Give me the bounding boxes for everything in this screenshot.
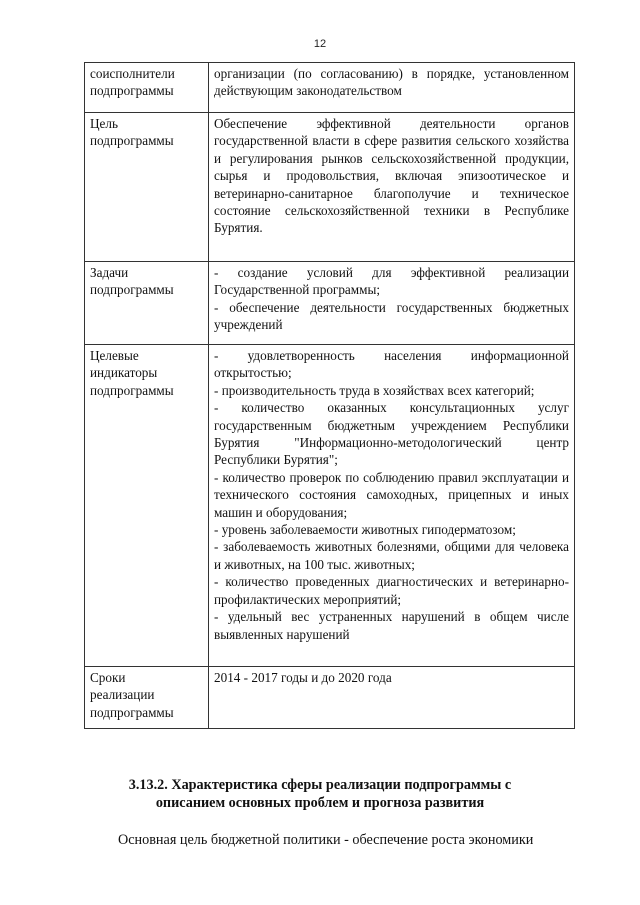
table-row (85, 113, 575, 262)
row-value-cell (209, 345, 575, 667)
row-value-text: - количество проведенных диагностических и ветеринарно-профилактических мероприятий; (214, 574, 569, 607)
row-label-line: подпрограммы (90, 382, 174, 398)
row-label-cell (85, 63, 209, 113)
row-label-line: реализации (90, 687, 155, 703)
table-row (85, 63, 575, 113)
row-value-text: - создание условий для эффективной реализации Государственной программы; (214, 265, 569, 298)
section-heading-line: описанием основных проблем и прогноза развития (155, 795, 485, 811)
row-label-line: Сроки (90, 670, 126, 685)
table-row (85, 345, 575, 667)
row-value-text: организации (по согласованию) в порядке, установленном действующим законодательством (214, 66, 569, 99)
row-label-line: подпрограммы (90, 133, 174, 149)
row-label-cell (85, 667, 209, 729)
body-paragraph: Основная цель бюджетной политики - обеспечение роста экономики (118, 832, 534, 848)
row-value-text: - обеспечение деятельности государственных бюджетных учреждений (214, 299, 569, 333)
row-label-line: соисполнители (90, 66, 175, 81)
section-heading-line: 3.13.2. Характеристика сферы реализации подпрограммы с (128, 777, 512, 793)
row-value-text: - удовлетворенность населения информационной открытостью; (214, 348, 569, 381)
row-label-line: подпрограммы (90, 282, 174, 298)
row-label-line: подпрограммы (90, 704, 174, 720)
row-label-line: Целевые (90, 348, 139, 363)
row-value-text: - заболеваемость животных болезнями, общими для человека и животных, на 100 тыс. животных; (214, 539, 569, 572)
row-label-line: Задачи (90, 265, 129, 280)
row-value-text: - производительность труда в хозяйствах всех категорий; (214, 382, 535, 398)
row-value-text: 2014 - 2017 годы и до 2020 года (214, 670, 392, 685)
row-label-cell (85, 113, 209, 262)
subprogram-passport-table (84, 62, 575, 729)
section-heading (60, 776, 580, 812)
page-number: 12 (313, 38, 327, 50)
row-value-cell (209, 63, 575, 113)
row-label-line: индикаторы (90, 365, 158, 381)
row-value-text: - удельный вес устраненных нарушений в общем числе выявленных нарушений (214, 609, 569, 642)
table-row (85, 262, 575, 345)
row-value-cell (209, 262, 575, 345)
row-label-cell (85, 262, 209, 345)
row-label-line: подпрограммы (90, 83, 174, 99)
row-value-cell (209, 113, 575, 262)
row-value-text: Обеспечение эффективной деятельности органов государственной власти в сфере развития сельского хозяйства и регулирования рынков сельскохозяйственной продукции, сырья и продовольствия, включая эпизоотическое и ветеринарно-санитарное благополучие и техническое состояние сельскохозяйственной техники в Республике Бурятия. (214, 116, 569, 236)
row-value-text: - уровень заболеваемости животных гиподерматозом; (214, 522, 516, 538)
table-row (85, 667, 575, 729)
row-label-cell (85, 345, 209, 667)
row-value-text: - количество оказанных консультационных услуг государственным бюджетным учреждением Республики Бурятия "Информационно-методологический центр Республики Бурятия"; (214, 400, 569, 468)
row-value-cell (209, 667, 575, 729)
row-value-text: - количество проверок по соблюдению правил эксплуатации и технического состояния самоходных, прицепных и иных машин и оборудования; (214, 469, 569, 520)
row-label-line: Цель (90, 116, 118, 131)
